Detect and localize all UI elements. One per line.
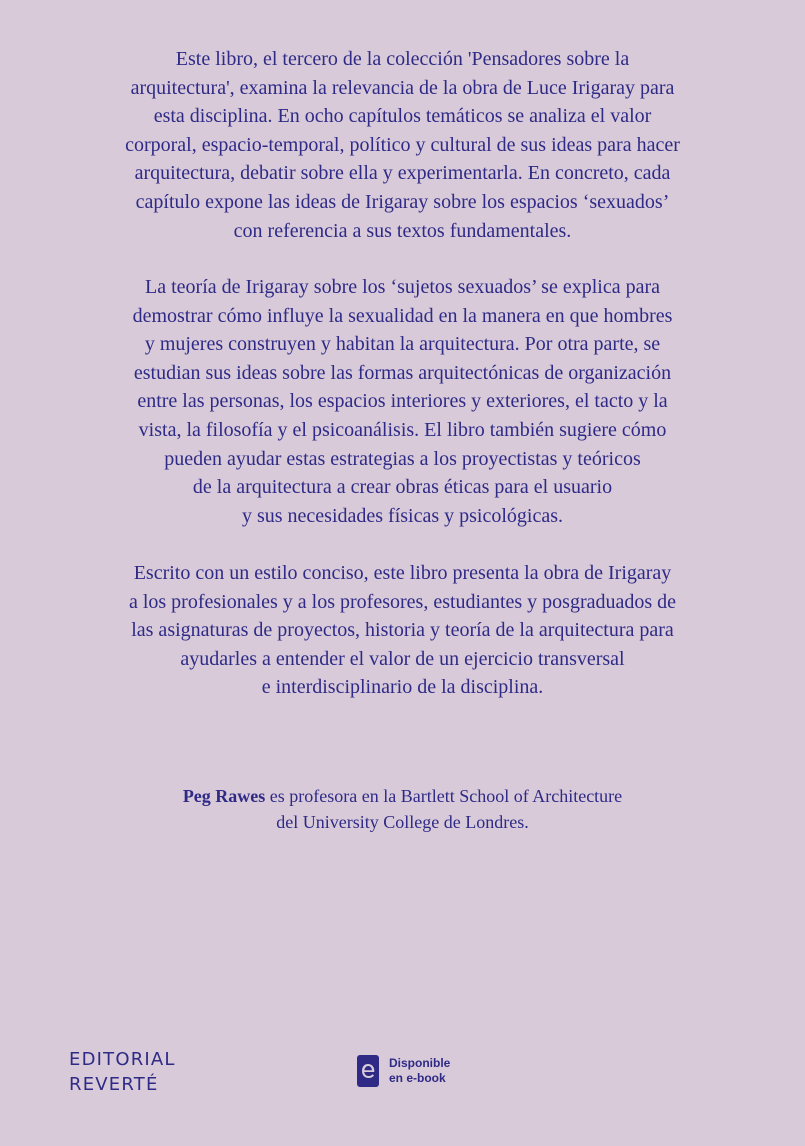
text-line: con referencia a sus textos fundamentales.: [233, 219, 572, 242]
author-bio: [40, 783, 765, 835]
text-line: y sus necesidades físicas y psicológicas.: [241, 504, 564, 527]
publisher-logo: [69, 1047, 176, 1097]
description-paragraph-2: [40, 273, 765, 530]
text-line: pueden ayudar estas estrategias a los proyectistas y teóricos: [164, 447, 641, 470]
text-line: Este libro, el tercero de la colección 'Pensadores sobre la: [175, 48, 630, 70]
text-line: La teoría de Irigaray sobre los ‘sujetos sexuados’ se explica para: [145, 276, 660, 298]
text-line: a los profesionales y a los profesores, estudiantes y posgraduados de: [128, 590, 677, 613]
author-bio-line-2: del University College de Londres.: [276, 812, 529, 832]
text-line: y mujeres construyen y habitan la arquitectura. Por otra parte, se: [144, 333, 661, 356]
text-line: ayudarles a entender el valor de un ejercicio transversal: [180, 647, 625, 670]
description-paragraph-3: [40, 559, 765, 702]
ebook-label: [389, 1056, 450, 1086]
text-line: esta disciplina. En ocho capítulos temáticos se analiza el valor: [153, 105, 652, 128]
author-bio-line-1: [40, 783, 765, 809]
text-line: estudian sus ideas sobre las formas arquitectónicas de organización: [133, 361, 672, 384]
text-line: capítulo expone las ideas de Irigaray sobre los espacios ‘sexuados’: [135, 190, 670, 213]
description-paragraph-1: [40, 45, 765, 245]
text-line: de la arquitectura a crear obras éticas para el usuario: [192, 476, 613, 499]
ebook-icon: [357, 1055, 379, 1087]
text-line: las asignaturas de proyectos, historia y teoría de la arquitectura para: [131, 619, 674, 642]
publisher-line-1: EDITORIAL: [69, 1049, 176, 1070]
author-name: Peg Rawes: [182, 786, 266, 806]
text-line: arquitectura', examina la relevancia de la obra de Luce Irigaray para: [130, 76, 675, 99]
text-line: e interdisciplinario de la disciplina.: [261, 676, 544, 699]
text-line: Escrito con un estilo conciso, este libro presenta la obra de Irigaray: [133, 562, 672, 584]
text-line: vista, la filosofía y el psicoanálisis. El libro también sugiere cómo: [138, 418, 667, 441]
text-line: entre las personas, los espacios interiores y exteriores, el tacto y la: [137, 390, 668, 413]
publisher-line-2: REVERTÉ: [69, 1074, 159, 1095]
ebook-label-line-1: Disponible: [389, 1056, 451, 1070]
text-line: corporal, espacio-temporal, político y cultural de sus ideas para hacer: [125, 133, 680, 156]
ebook-label-line-2: en e-book: [389, 1071, 446, 1085]
ebook-badge: [357, 1055, 450, 1087]
text-line: demostrar cómo influye la sexualidad en la manera en que hombres: [132, 304, 673, 327]
text-line: arquitectura, debatir sobre ella y experimentarla. En concreto, cada: [134, 162, 671, 185]
author-bio-text: es profesora en la Bartlett School of Architecture: [265, 786, 623, 806]
